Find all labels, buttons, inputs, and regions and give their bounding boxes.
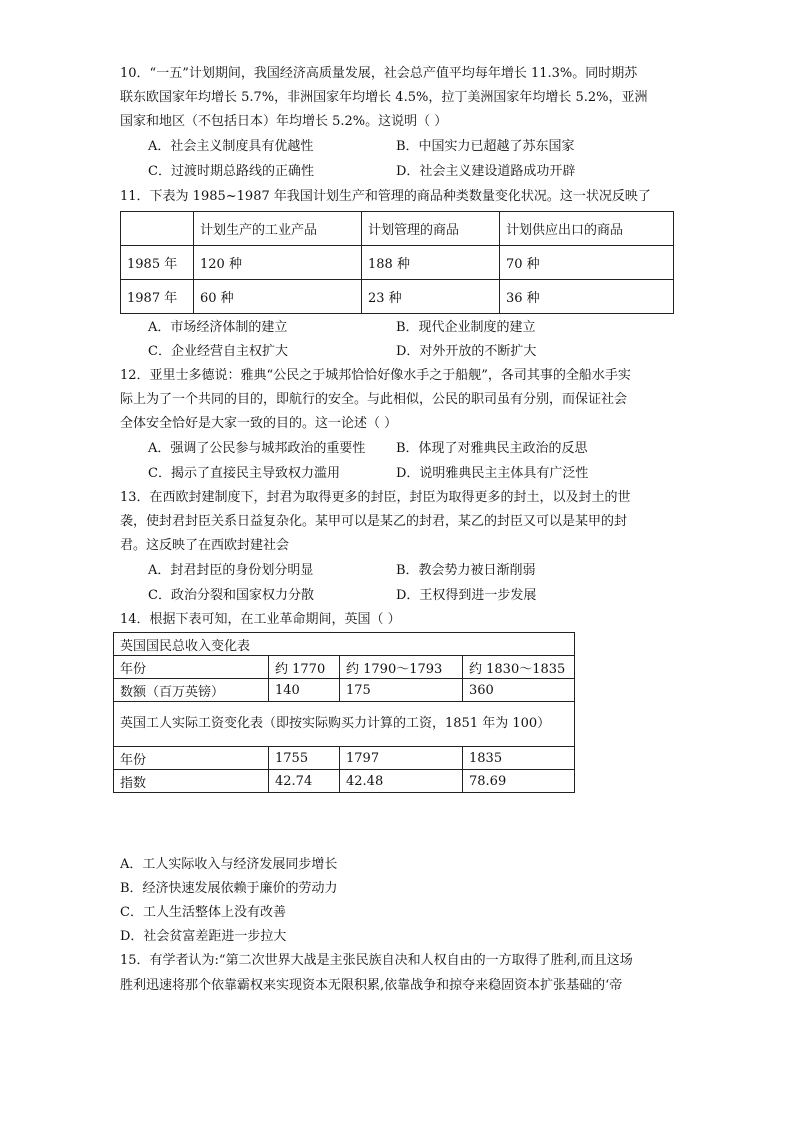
table-cell: 70 种 <box>500 246 674 280</box>
q10-stem-line-1: 10．“一五”计划期间，我国经济高质量发展，社会总产值平均每年增长 11.3%。同时期苏 <box>120 66 638 81</box>
q10-option-a: A．社会主义制度具有优越性 <box>148 139 314 154</box>
q13-option-c: C．政治分裂和国家权力分散 <box>148 588 314 603</box>
q13-option-d: D．王权得到进一步发展 <box>396 588 537 603</box>
q10-stem-line-2: 联东欧国家年均增长 5.7%，非洲国家年均增长 4.5%，拉丁美洲国家年均增长 5.2%，亚洲 <box>120 90 648 105</box>
q12-option-c: C．揭示了直接民主导致权力滥用 <box>148 466 340 481</box>
table-cell: 年份 <box>114 747 269 770</box>
table-title: 英国工人实际工资变化表（即按实际购买力计算的工资，1851 年为 100） <box>114 702 575 747</box>
table-cell <box>121 212 194 246</box>
table-cell: 175 <box>340 679 463 702</box>
table-cell: 36 种 <box>500 280 674 314</box>
table-row <box>114 633 575 656</box>
q14-stem-line-1: 14．根据下表可知，在工业革命期间，英国（ ） <box>120 612 401 627</box>
table-row <box>121 246 674 280</box>
table-cell: 360 <box>463 679 575 702</box>
table-title: 英国国民总收入变化表 <box>114 633 575 656</box>
table-cell: 计划管理的商品 <box>362 212 500 246</box>
q10-option-b: B．中国实力已超越了苏东国家 <box>396 139 575 154</box>
table-cell: 1755 <box>269 747 340 770</box>
table-cell: 1797 <box>340 747 463 770</box>
table-cell: 120 种 <box>194 246 362 280</box>
q10-stem-line-3: 国家和地区（不包括日本）年均增长 5.2%。这说明（ ） <box>120 114 448 129</box>
table-cell: 140 <box>269 679 340 702</box>
q12-stem-line-2: 际上为了一个共同的目的，即航行的安全。与此相似，公民的职司虽有分别，而保证社会 <box>120 392 628 407</box>
q13-option-a: A．封君封臣的身份划分明显 <box>148 563 314 578</box>
table-cell: 23 种 <box>362 280 500 314</box>
q14-option-d: D．社会贫富差距进一步拉大 <box>120 929 287 944</box>
q14-option-b: B．经济快速发展依赖于廉价的劳动力 <box>120 881 338 896</box>
q14-option-a: A．工人实际收入与经济发展同步增长 <box>120 857 338 872</box>
table-row <box>114 747 575 770</box>
table-cell: 188 种 <box>362 246 500 280</box>
table-cell: 数额（百万英镑） <box>114 679 269 702</box>
q13-stem-line-2: 袭，使封君封臣关系日益复杂化。某甲可以是某乙的封君，某乙的封臣又可以是某甲的封 <box>120 514 628 529</box>
table-row <box>114 679 575 702</box>
q12-option-a: A．强调了公民参与城邦政治的重要性 <box>148 441 366 456</box>
table-cell: 1987 年 <box>121 280 194 314</box>
table-cell: 42.74 <box>269 770 340 793</box>
q10-option-d: D．社会主义建设道路成功开辟 <box>396 164 576 179</box>
table-row <box>114 770 575 793</box>
table-cell: 约 1790～1793 <box>340 656 463 679</box>
table-cell: 1835 <box>463 747 575 770</box>
table-row <box>121 212 674 246</box>
table-cell: 计划供应出口的商品 <box>500 212 674 246</box>
table-cell: 60 种 <box>194 280 362 314</box>
q15-stem-line-1: 15．有学者认为:“第二次世界大战是主张民族自决和人权自由的一方取得了胜利,而且这场 <box>120 953 633 968</box>
q15-stem-line-2: 胜利迅速将那个依靠霸权来实现资本无限积累,依靠战争和掠夺来稳固资本扩张基础的‘帝 <box>120 978 623 993</box>
table-cell: 42.48 <box>340 770 463 793</box>
table-row <box>114 702 575 747</box>
table-cell: 年份 <box>114 656 269 679</box>
q13-option-b: B．教会势力被日渐削弱 <box>396 563 536 578</box>
table-row <box>114 656 575 679</box>
table-row <box>121 280 674 314</box>
table-cell: 指数 <box>114 770 269 793</box>
q14-table <box>113 632 575 793</box>
q12-option-d: D．说明雅典民主主体具有广泛性 <box>396 466 589 481</box>
table-cell: 78.69 <box>463 770 575 793</box>
table-cell: 1985 年 <box>121 246 194 280</box>
q12-option-b: B．体现了对雅典民主政治的反思 <box>396 441 588 456</box>
q11-option-b: B．现代企业制度的建立 <box>396 320 536 335</box>
q13-stem-line-1: 13．在西欧封建制度下，封君为取得更多的封臣，封臣为取得更多的封土，以及封土的世 <box>120 490 631 505</box>
q11-stem-line-1: 11．下表为 1985~1987 年我国计划生产和管理的商品种类数量变化状况。这一状况反映了 <box>120 189 651 204</box>
q11-option-a: A．市场经济体制的建立 <box>148 320 288 335</box>
q14-option-c: C．工人生活整体上没有改善 <box>120 905 286 920</box>
q12-stem-line-1: 12．亚里士多德说：雅典“公民之于城邦恰恰好像水手之于船舰”，各司其事的全船水手实 <box>120 368 631 383</box>
table-cell: 计划生产的工业产品 <box>194 212 362 246</box>
q11-option-d: D．对外开放的不断扩大 <box>396 344 537 359</box>
q12-stem-line-3: 全体安全恰好是大家一致的目的。这一论述（ ） <box>120 416 398 431</box>
q11-option-c: C．企业经营自主权扩大 <box>148 344 288 359</box>
table-cell: 约 1770 <box>269 656 340 679</box>
q10-option-c: C．过渡时期总路线的正确性 <box>148 164 314 179</box>
table-cell: 约 1830～1835 <box>463 656 575 679</box>
q13-stem-line-3: 君。这反映了在西欧封建社会 <box>120 538 290 553</box>
q11-table <box>120 211 674 314</box>
